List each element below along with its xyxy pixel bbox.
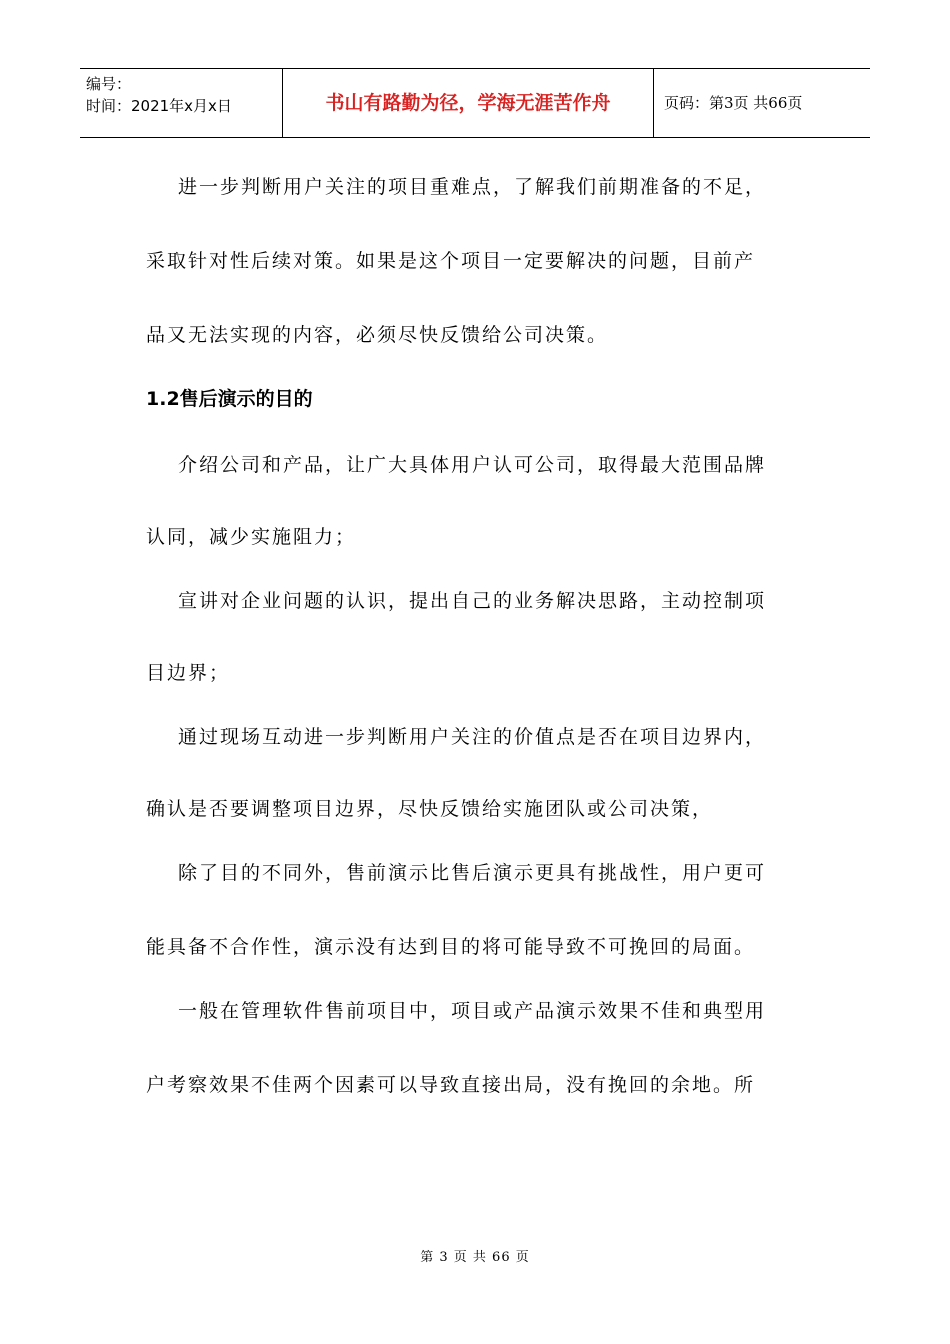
document-time-label: 时间：2021年x月x日	[86, 97, 232, 115]
paragraph-line: 目边界；	[146, 662, 231, 684]
section-heading: 1.2售后演示的目的	[146, 388, 313, 410]
document-number-label: 编号：	[86, 75, 132, 93]
paragraph-line: 户考察效果不佳两个因素可以导致直接出局，没有挽回的余地。所	[146, 1074, 756, 1096]
paragraph-line: 一般在管理软件售前项目中，项目或产品演示效果不佳和典型用	[178, 1000, 767, 1022]
paragraph-line: 认同，减少实施阻力；	[146, 526, 357, 548]
paragraph-line: 品又无法实现的内容，必须尽快反馈给公司决策。	[146, 324, 609, 346]
page-header	[80, 68, 870, 138]
paragraph-line: 宣讲对企业问题的认识，提出自己的业务解决思路，主动控制项	[178, 590, 767, 612]
paragraph-line: 介绍公司和产品，让广大具体用户认可公司，取得最大范围品牌	[178, 454, 767, 476]
paragraph-line: 确认是否要调整项目边界，尽快反馈给实施团队或公司决策，	[146, 798, 714, 820]
paragraph-line: 通过现场互动进一步判断用户关注的价值点是否在项目边界内，	[178, 726, 767, 748]
page-footer: 第 3 页 共 66 页	[420, 1250, 530, 1265]
header-page-code: 页码：第3页 共66页	[664, 94, 803, 112]
paragraph-line: 采取针对性后续对策。如果是这个项目一定要解决的问题，目前产	[146, 250, 756, 272]
header-motto: 书山有路勤为径，学海无涯苦作舟	[283, 69, 654, 137]
header-meta-cell	[80, 69, 283, 137]
paragraph-line: 能具备不合作性，演示没有达到目的将可能导致不可挽回的局面。	[146, 936, 756, 958]
paragraph-line: 除了目的不同外，售前演示比售后演示更具有挑战性，用户更可	[178, 862, 767, 884]
paragraph-line: 进一步判断用户关注的项目重难点，了解我们前期准备的不足，	[178, 176, 767, 198]
